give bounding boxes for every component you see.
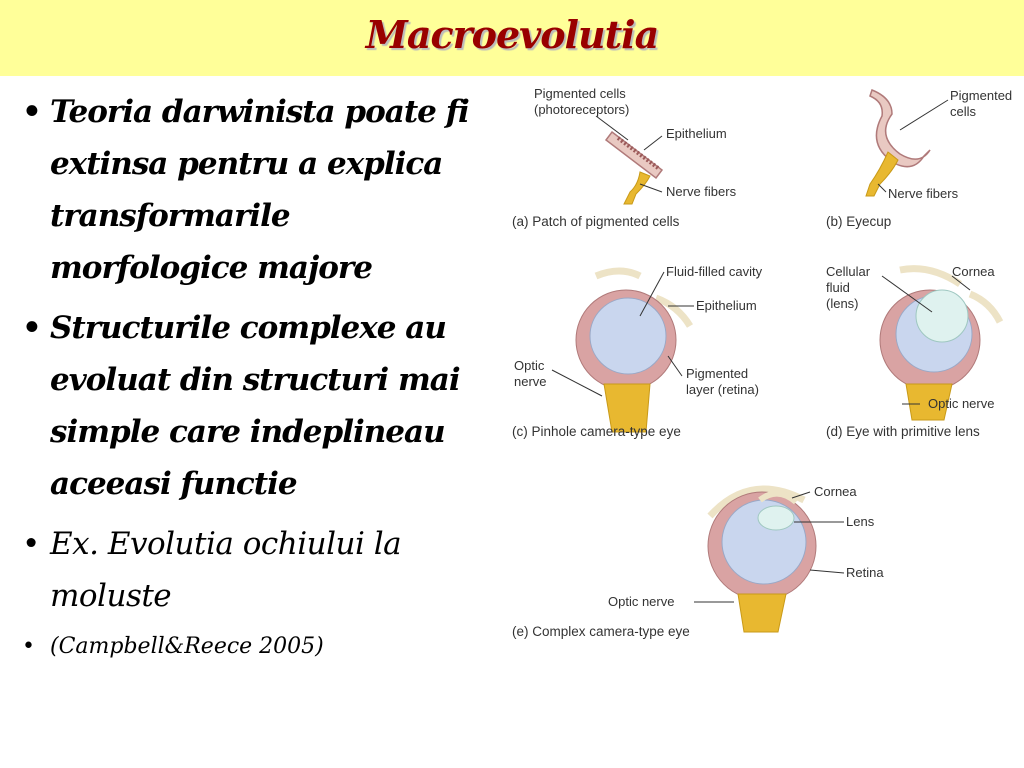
bullet-item [16,632,486,662]
bullet-dot: • [22,94,41,130]
label-cornea: Cornea [814,484,857,499]
bullet-text: Teoria darwinista poate fi extinsa pentru a explica transformarile morfologice majore [50,94,469,286]
bullet-dot: • [22,310,41,346]
caption-d: (d) Eye with primitive lens [826,424,980,439]
epithelium-shape [596,271,640,276]
caption-e: (e) Complex camera-type eye [512,624,690,639]
nerve-fibers-shape [624,172,650,204]
bullet-item [16,302,486,510]
pigmented-patch [606,132,662,178]
label-layer-retina: layer (retina) [686,382,759,397]
label-retina: Retina [846,565,884,580]
panel-e [512,484,884,639]
label-optic: Optic [514,358,545,373]
caption-c: (c) Pinhole camera-type eye [512,424,681,439]
label-optic-nerve: Optic nerve [928,396,995,411]
label-optic-nerve: Optic nerve [608,594,675,609]
bullet-text: Ex. Evolutia ochiului la moluste [50,526,402,614]
label-photoreceptors: (photoreceptors) [534,102,630,117]
reference-text: (Campbell&Reece 2005) [50,634,324,659]
leader-line [810,570,844,573]
bullet-item [16,518,486,622]
panel-c [512,264,763,439]
label-fluid: fluid [826,280,850,295]
label-lens: Lens [846,514,875,529]
slide-title: Macroevolutia [365,12,659,57]
panel-a [512,86,737,229]
caption-a: (a) Patch of pigmented cells [512,214,680,229]
label-cornea: Cornea [952,264,995,279]
lens-shape [758,506,794,530]
label-nerve-fibers: Nerve fibers [888,186,959,201]
optic-nerve-shape [738,594,786,632]
panel-b [826,88,1012,229]
label-epithelium: Epithelium [696,298,757,313]
label-pigmented: Pigmented [950,88,1013,103]
label-cells: cells [950,104,977,119]
label-pigmented: Pigmented [686,366,749,381]
label-cellular: Cellular [826,264,871,279]
label-pigmented-cells: Pigmented cells [534,86,626,101]
cornea-shape [900,269,960,284]
leader-line [900,100,948,130]
bullet-text: Structurile complexe au evoluat din structuri mai simple care indeplineau aceeasi functie [50,310,460,502]
label-nerve: nerve [514,374,547,389]
leader-line [668,356,682,376]
label-epithelium: Epithelium [666,126,727,141]
eyecup-shape [870,90,930,167]
bullet-item [16,86,486,294]
label-fluid-filled-cavity: Fluid-filled cavity [666,264,763,279]
leader-line [640,184,662,192]
bullet-dot: • [22,634,35,659]
bullet-dot: • [22,526,40,562]
leader-line [878,184,886,192]
fluid-filled-cavity [590,298,666,374]
eye-evolution-figure [500,80,1024,650]
bullet-list [16,86,486,662]
label-nerve-fibers: Nerve fibers [666,184,737,199]
panel-d [826,264,1000,439]
leader-line [644,136,662,150]
cellular-fluid-lens [916,290,968,342]
label-lens: (lens) [826,296,859,311]
caption-b: (b) Eyecup [826,214,892,229]
